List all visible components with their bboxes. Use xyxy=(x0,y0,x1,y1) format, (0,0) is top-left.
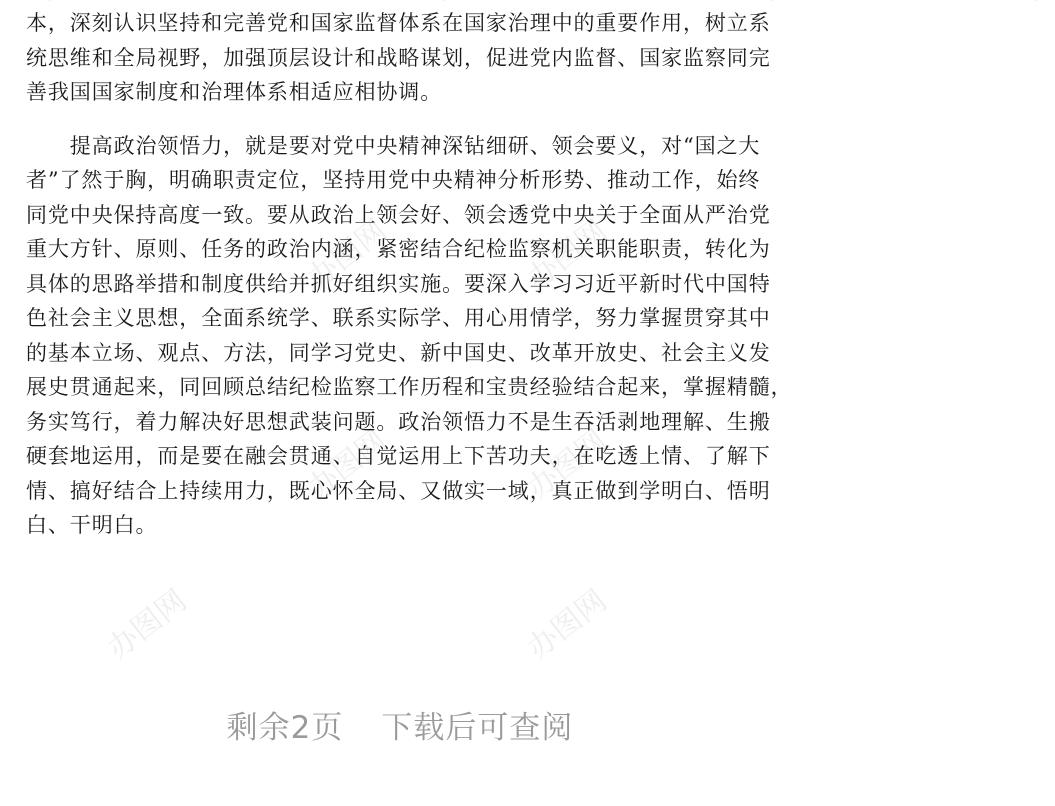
text-line: 提高政治领悟力，就是要对党中央精神深钻细研、领会要义，对“国之大 xyxy=(26,133,761,158)
watermark: 办图网 xyxy=(300,423,394,507)
text-line: 白、干明白。 xyxy=(26,513,158,537)
remaining-pages-label: 剩余2页 xyxy=(226,710,344,746)
watermark: 办图网 xyxy=(520,423,614,507)
text-line: 硬套地运用，而是要在融会贯通、自觉运用上下苦功夫，在吃透上情、了解下 xyxy=(26,444,771,468)
text-line: 情、搞好结合上持续用力，既心怀全局、又做实一域，真正做到学明白、悟明 xyxy=(26,478,771,503)
text-line: 善我国国家制度和治理体系相适应相协调。 xyxy=(26,80,443,104)
text-line: 重大方针、原则、任务的政治内涵，紧密结合纪检监察机关职能职责，转化为 xyxy=(26,237,771,261)
text-line: 展史贯通起来，同回顾总结纪检监察工作历程和宝贵经验结合起来，掌握精髓， xyxy=(26,375,793,399)
download-to-view-label: 下载后可查阅 xyxy=(381,710,574,746)
watermark: 办图网 xyxy=(100,583,194,667)
text-line: 同党中央保持高度一致。要从政治上领会好、领会透党中央关于全面从严治党 xyxy=(26,202,771,227)
text-line: 具体的思路举措和制度供给并抓好组织实施。要深入学习习近平新时代中国特 xyxy=(26,271,771,296)
text-line: 者”了然于胸，明确职责定位，坚持用党中央精神分析形势、推动工作，始终 xyxy=(26,168,761,192)
text-line xyxy=(26,0,774,6)
text-line: 务实笃行，着力解决好思想武装问题。政治领悟力不是生吞活剥地理解、生搬 xyxy=(26,409,771,434)
body-text xyxy=(26,0,793,543)
text-line: 的基本立场、观点、方法，同学习党史、新中国史、改革开放史、社会主义发 xyxy=(26,340,771,365)
watermark: 办图网 xyxy=(520,583,614,667)
text-line: 色社会主义思想，全面系统学、联系实际学、用心用情学，努力掌握贯穿其中 xyxy=(26,306,771,330)
watermark: 办图网 xyxy=(300,213,394,297)
text-line: 本，深刻认识坚持和完善党和国家监督体系在国家治理中的重要作用，树立系 xyxy=(26,11,771,35)
watermark: 办图网 xyxy=(520,213,614,297)
text-line: 统思维和全局视野，加强顶层设计和战略谋划，促进党内监督、国家监察同完 xyxy=(26,45,771,70)
download-prompt[interactable] xyxy=(0,702,800,747)
